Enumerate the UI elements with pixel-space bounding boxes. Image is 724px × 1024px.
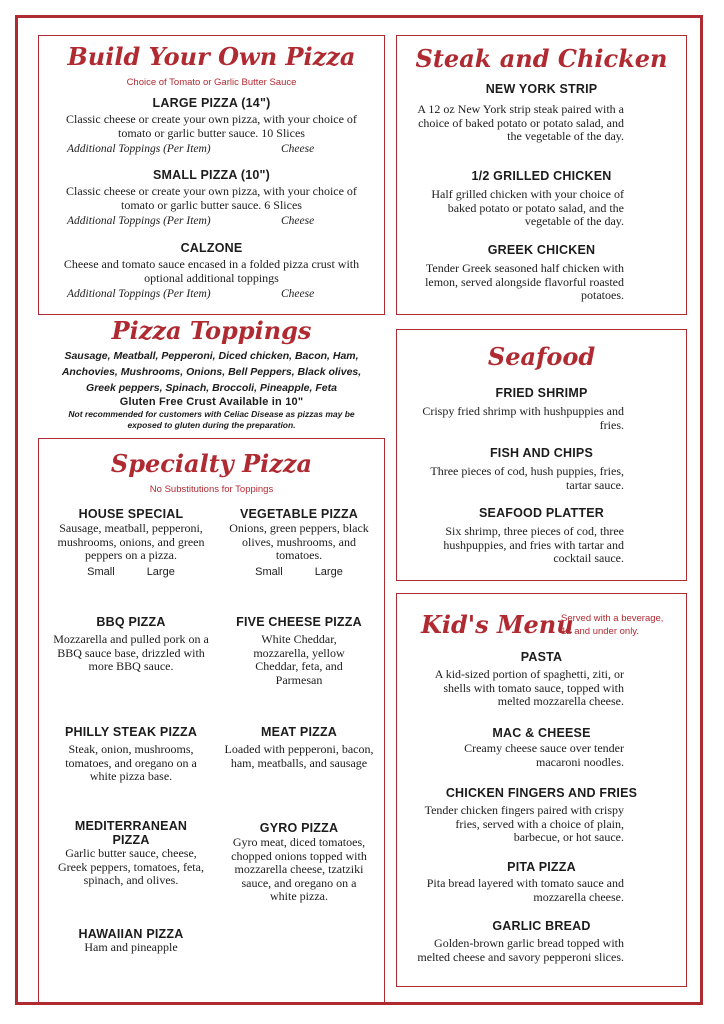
item-desc: Crispy fried shrimp with hushpuppies and fries.	[422, 404, 624, 432]
kids-menu-section	[396, 593, 687, 987]
build-your-own-section	[38, 35, 385, 315]
item-desc: Tender chicken fingers paired with crispy fries, served with a choice of plain, barbecue, or hot sauce.	[424, 803, 624, 844]
item-name: GREEK CHICKEN	[487, 243, 596, 257]
size-options	[219, 566, 379, 578]
toppings-section	[38, 318, 385, 431]
item-name: VEGETABLE PIZZA	[239, 507, 359, 521]
item-desc: Ham and pineapple	[84, 940, 178, 954]
item-name: CHICKEN FINGERS AND FRIES	[445, 786, 638, 800]
specialty-title: Specialty Pizza	[110, 449, 313, 478]
cheese-label: Cheese	[281, 143, 315, 155]
item-desc: Classic cheese or create your own pizza, with your choice of tomato or garlic butter sauce. 6 Slices	[66, 184, 357, 212]
menu-item	[219, 821, 379, 904]
menu-item	[219, 725, 379, 770]
toppings-line: Sausage, Meatball, Pepperoni, Diced chicken, Bacon, Ham,	[64, 350, 359, 363]
item-desc: Pita bread layered with tomato sauce and mozzarella cheese.	[426, 876, 624, 904]
item-desc: Steak, onion, mushrooms, tomatoes, and oregano on a white pizza base.	[65, 742, 197, 783]
item-desc: Gyro meat, diced tomatoes, chopped onions topped with mozzarella cheese, tzatziki sauce, and oregano on a white pizza.	[231, 835, 367, 903]
toppings-line: Greek peppers, Spinach, Broccoli, Pineapple, Feta	[86, 382, 337, 395]
additional-toppings-row	[53, 215, 370, 227]
menu-item	[51, 615, 211, 674]
seafood-title: Seafood	[487, 342, 596, 371]
size-small: Small	[87, 565, 115, 578]
item-name: BBQ PIZZA	[96, 615, 166, 629]
menu-item	[51, 725, 211, 784]
item-desc: Onions, green peppers, black olives, mushrooms, and tomatoes.	[229, 521, 369, 562]
menu-item	[53, 241, 370, 300]
celiac-warning: Not recommended for customers with Celiac Disease as pizzas may be exposed to gluten during the preparation.	[68, 409, 355, 431]
size-large: Large	[146, 565, 175, 578]
item-name: MEDITERRANEAN PIZZA	[74, 819, 188, 847]
item-name: 1/2 GRILLED CHICKEN	[471, 169, 612, 183]
menu-item	[53, 168, 370, 227]
item-desc: White Cheddar, mozzarella, yellow Cheddar, feta, and Parmesan	[253, 632, 345, 687]
item-name: SEAFOOD PLATTER	[479, 506, 604, 520]
item-name: PITA PIZZA	[507, 860, 576, 874]
toppings-title: Pizza Toppings	[111, 316, 312, 345]
item-name: PHILLY STEAK PIZZA	[64, 725, 198, 739]
item-name: GYRO PIZZA	[259, 821, 339, 835]
item-desc: Classic cheese or create your own pizza, with your choice of tomato or garlic butter sauce. 10 Slices	[66, 112, 357, 140]
item-desc: Sausage, meatball, pepperoni, mushrooms, onions, and green peppers on a pizza.	[57, 521, 205, 562]
item-desc: Tender Greek seasoned half chicken with lemon, served alongside flavorful roasted potatoes.	[425, 261, 624, 302]
item-name: MEAT PIZZA	[260, 725, 338, 739]
additional-toppings-label: Additional Toppings (Per Item)	[67, 215, 211, 227]
menu-item	[417, 82, 624, 96]
additional-toppings-label: Additional Toppings (Per Item)	[67, 143, 211, 155]
additional-toppings-row	[53, 288, 370, 300]
gluten-free-note: Gluten Free Crust Available in 10"	[119, 396, 304, 409]
size-small: Small	[255, 565, 283, 578]
item-desc: Cheese and tomato sauce encased in a folded pizza crust with optional additional toppings	[63, 257, 360, 285]
kids-menu-title: Kid's Menu	[421, 610, 574, 639]
item-desc: A kid-sized portion of spaghetti, ziti, or shells with tomato sauce, topped with melted mozzarella cheese.	[434, 667, 624, 708]
item-name: HOUSE SPECIAL	[78, 507, 184, 521]
menu-item	[51, 819, 211, 888]
item-name: NEW YORK STRIP	[485, 82, 598, 96]
item-name: LARGE PIZZA (14")	[152, 96, 271, 110]
item-name: SMALL PIZZA (10")	[153, 168, 270, 182]
item-name: MAC & CHEESE	[492, 726, 591, 740]
menu-item	[219, 507, 379, 578]
item-name: CALZONE	[180, 241, 243, 255]
kids-menu-note: Served with a beverage, 12 and under only.	[561, 613, 664, 637]
item-name: GARLIC BREAD	[492, 919, 591, 933]
item-desc: A 12 oz New York strip steak paired with a choice of baked potato or potato salad, and the vegetable of the day.	[417, 102, 624, 143]
menu-item	[219, 615, 379, 687]
additional-toppings-row	[53, 143, 370, 155]
toppings-line: Anchovies, Mushrooms, Onions, Bell Peppers, Black olives,	[61, 366, 362, 379]
menu-item	[51, 507, 211, 578]
specialty-section	[38, 438, 385, 1005]
cheese-label: Cheese	[281, 215, 315, 227]
item-name: FIVE CHEESE PIZZA	[236, 615, 362, 629]
size-options	[51, 566, 211, 578]
item-name: FRIED SHRIMP	[495, 386, 588, 400]
item-desc: Garlic butter sauce, cheese, Greek peppers, tomatoes, feta, spinach, and olives.	[58, 846, 204, 887]
steak-chicken-section	[396, 35, 687, 315]
seafood-section	[396, 329, 687, 581]
build-your-own-subtitle: Choice of Tomato or Garlic Butter Sauce	[126, 77, 297, 88]
item-desc: Golden-brown garlic bread topped with melted cheese and savory pepperoni slices.	[417, 936, 624, 964]
item-name: HAWAIIAN PIZZA	[78, 927, 184, 941]
item-desc: Loaded with pepperoni, bacon, ham, meatballs, and sausage	[224, 742, 374, 770]
cheese-label: Cheese	[281, 288, 315, 300]
build-your-own-title: Build Your Own Pizza	[67, 42, 356, 71]
item-desc: Creamy cheese sauce over tender macaroni noodles.	[464, 741, 624, 769]
menu-item	[51, 927, 211, 955]
item-desc: Half grilled chicken with your choice of baked potato or potato salad, and the vegetable of the day.	[431, 187, 624, 228]
item-desc: Mozzarella and pulled pork on a BBQ sauce base, drizzled with more BBQ sauce.	[53, 632, 209, 673]
additional-toppings-label: Additional Toppings (Per Item)	[67, 288, 211, 300]
steak-chicken-title: Steak and Chicken	[415, 44, 668, 73]
size-large: Large	[314, 565, 343, 578]
item-name: PASTA	[520, 650, 563, 664]
item-name: FISH AND CHIPS	[489, 446, 594, 460]
item-desc: Three pieces of cod, hush puppies, fries, tartar sauce.	[430, 464, 624, 492]
item-desc: Six shrimp, three pieces of cod, three hushpuppies, and fries with tartar and cocktail sauce.	[443, 524, 624, 565]
specialty-subtitle: No Substitutions for Toppings	[149, 484, 274, 495]
menu-item	[53, 96, 370, 155]
